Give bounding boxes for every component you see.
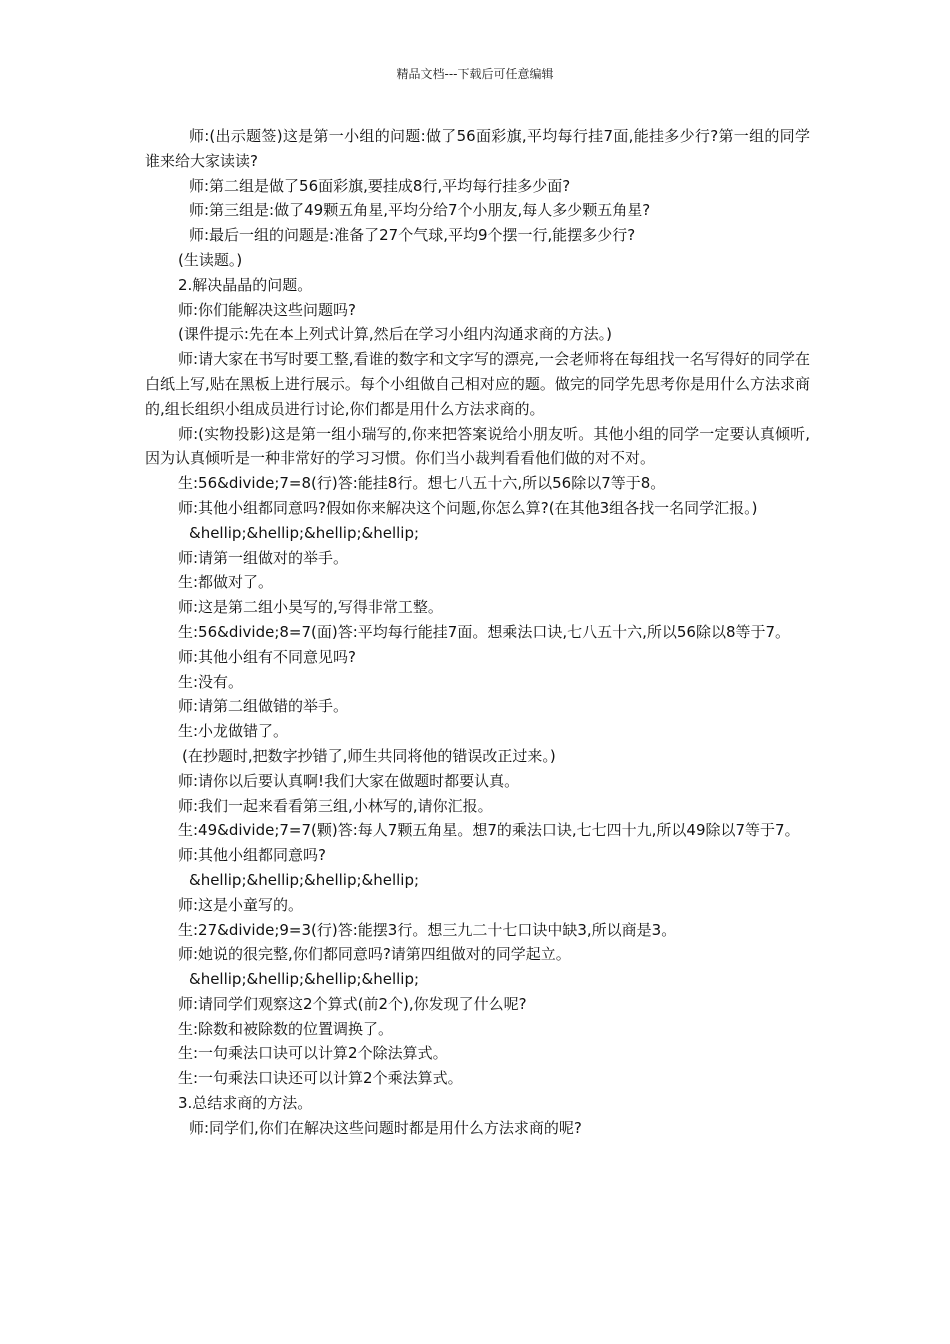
paragraph: (课件提示:先在本上列式计算,然后在学习小组内沟通求商的方法。) — [178, 325, 613, 344]
paragraph: &hellip;&hellip;&hellip;&hellip; — [189, 523, 420, 542]
paragraph: 师:第三组是:做了49颗五角星,平均分给7个小朋友,每人多少颗五角星? — [189, 201, 651, 220]
paragraph: 师:请第一组做对的举手。 — [178, 548, 349, 567]
paragraph: 生:没有。 — [178, 672, 244, 691]
paragraph: 师:(实物投影)这是第一组小瑞写的,你来把答案说给小朋友听。其他小组的同学一定要认真倾听,因为认真倾听是一种非常好的学习习惯。你们当小裁判看看他们做的对不对。 — [145, 424, 810, 468]
paragraph: 生:除数和被除数的位置调换了。 — [178, 1019, 394, 1038]
document-body — [145, 124, 810, 1141]
paragraph: 生:49&divide;7=7(颗)答:每人7颗五角星。想7的乘法口诀,七七四十九,所以49除以7等于7。 — [178, 821, 800, 840]
paragraph: 师:这是第二组小昊写的,写得非常工整。 — [178, 598, 443, 617]
paragraph: &hellip;&hellip;&hellip;&hellip; — [189, 870, 420, 889]
page-header: 精品文档---下载后可任意编辑 — [396, 67, 554, 81]
paragraph: 2.解决晶晶的问题。 — [178, 275, 313, 294]
paragraph: 生:27&divide;9=3(行)答:能摆3行。想三九二十七口诀中缺3,所以商是3。 — [178, 920, 677, 939]
paragraph: 3.总结求商的方法。 — [178, 1094, 313, 1113]
paragraph: 师:请你以后要认真啊!我们大家在做题时都要认真。 — [178, 771, 520, 790]
paragraph: 师:其他小组都同意吗? — [178, 846, 327, 865]
paragraph: (在抄题时,把数字抄错了,师生共同将他的错误改正过来。) — [182, 746, 556, 765]
paragraph: 师:请大家在书写时要工整,看谁的数字和文字写的漂亮,一会老师将在每组找一名写得好的同学在白纸上写,贴在黑板上进行展示。每个小组做自己相对应的题。做完的同学先思考你是用什么方法求商的,组长组织小组成员进行讨论,你们都是用什么方法求商的。 — [145, 350, 810, 418]
paragraph: 生:都做对了。 — [178, 573, 274, 592]
paragraph: 师:请第二组做错的举手。 — [178, 697, 349, 716]
paragraph: 师:第二组是做了56面彩旗,要挂成8行,平均每行挂多少面? — [189, 176, 571, 195]
paragraph: &hellip;&hellip;&hellip;&hellip; — [189, 970, 420, 989]
paragraph: 生:小龙做错了。 — [178, 722, 289, 741]
paragraph: 师:其他小组有不同意见吗? — [178, 647, 357, 666]
paragraph: 师:同学们,你们在解决这些问题时都是用什么方法求商的呢? — [189, 1118, 582, 1137]
paragraph: 师:我们一起来看看第三组,小林写的,请你汇报。 — [178, 796, 493, 815]
paragraph: 师:(出示题签)这是第一小组的问题:做了56面彩旗,平均每行挂7面,能挂多少行?第一组的同学谁来给大家读读? — [145, 127, 810, 170]
paragraph: 师:她说的很完整,你们都同意吗?请第四组做对的同学起立。 — [178, 945, 571, 964]
paragraph: 生:一句乘法口诀可以计算2个除法算式。 — [178, 1044, 448, 1063]
paragraph: 师:最后一组的问题是:准备了27个气球,平均9个摆一行,能摆多少行? — [189, 226, 636, 245]
paragraph: 师:这是小童写的。 — [178, 895, 304, 914]
paragraph: 生:56&divide;7=8(行)答:能挂8行。想七八五十六,所以56除以7等于8。 — [178, 474, 666, 493]
paragraph: 师:你们能解决这些问题吗? — [178, 300, 357, 319]
paragraph: 生:一句乘法口诀还可以计算2个乘法算式。 — [178, 1069, 463, 1088]
paragraph: 师:请同学们观察这2个算式(前2个),你发现了什么呢? — [178, 994, 527, 1013]
paragraph: 生:56&divide;8=7(面)答:平均每行能挂7面。想乘法口诀,七八五十六,所以56除以8等于7。 — [178, 622, 791, 641]
paragraph: (生读题。) — [178, 250, 243, 269]
paragraph: 师:其他小组都同意吗?假如你来解决这个问题,你怎么算?(在其他3组各找一名同学汇报。) — [178, 498, 758, 517]
